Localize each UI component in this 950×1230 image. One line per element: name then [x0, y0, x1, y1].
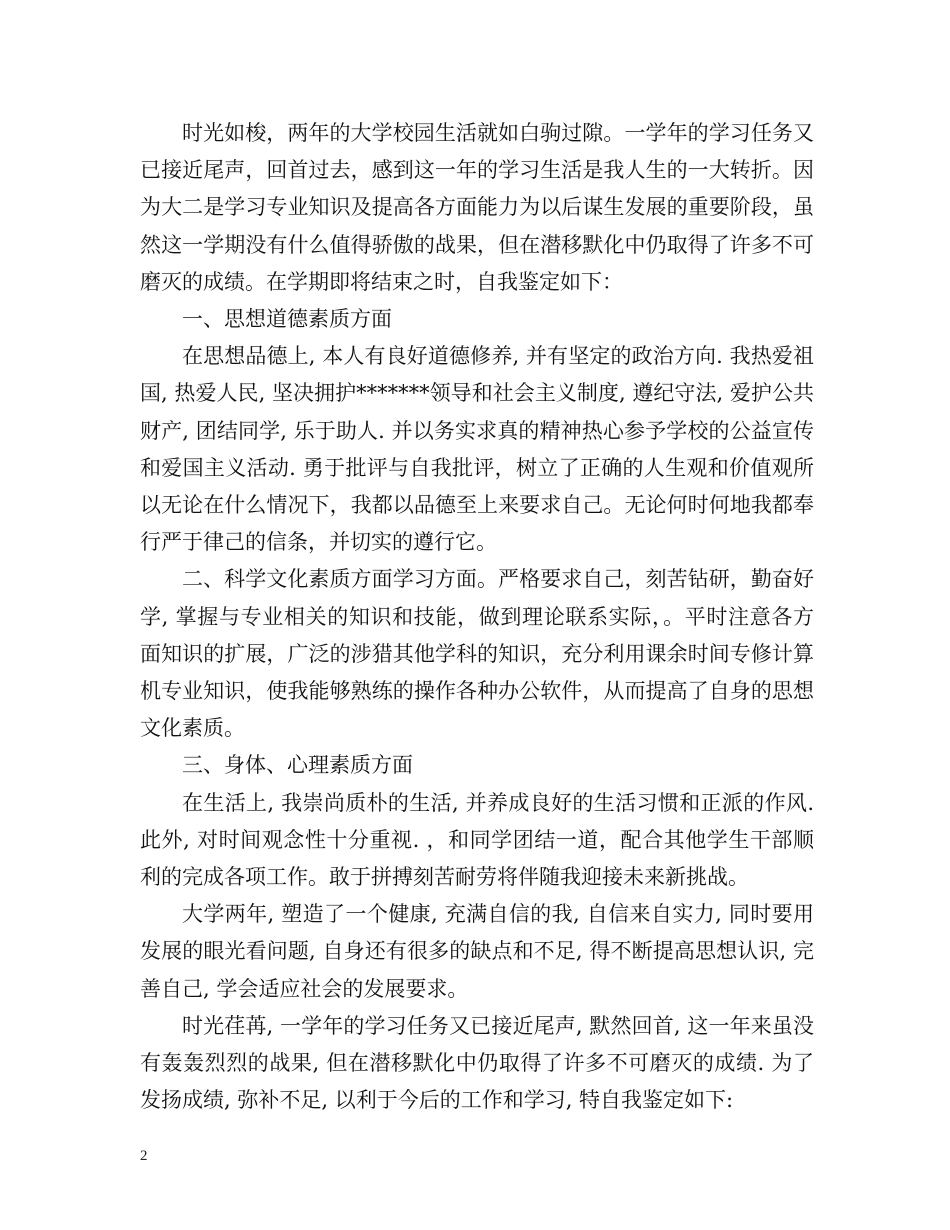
section-heading-physical-mental: 三、身体、心理素质方面: [182, 753, 413, 778]
section-heading-moral: 一、思想道德素质方面: [182, 307, 392, 332]
paragraph-moral: 在思想品德上, 本人有良好道德修养, 并有坚定的政治方向. 我热爱祖国, 热爱人民, 坚决拥护*******领导和社会主义制度, 遵纪守法, 爱护公共财产, 团结同学, 乐于助人. 并以务实求真的精神热心参予学校的公益宣传和爱国主义活动. 勇于批评与自我批评，树立了正确的人生观和价值观所以无论在什么情况下，我都以品德至上来要求自己。无论何时何地我都奉行严于律己的信条，并切实的遵行它。: [140, 344, 814, 555]
paragraph-closing: 时光荏苒, 一学年的学习任务又已接近尾声, 默然回首, 这一年来虽没有轰轰烈烈的战果, 但在潜移默化中仍取得了许多不可磨灭的成绩. 为了发扬成绩, 弥补不足, 以利于今后的工作和学习, 特自我鉴定如下:: [140, 1013, 814, 1113]
paragraph-science-culture: 二、科学文化素质方面学习方面。严格要求自己，刻苦钻研，勤奋好学, 掌握与专业相关的知识和技能，做到理论联系实际，。平时注意各方面知识的扩展，广泛的涉猎其他学科的知识，充分利用课余时间专修计算机专业知识，使我能够熟练的操作各种办公软件，从而提高了自身的思想文化素质。: [140, 567, 814, 741]
paragraph-life: 在生活上, 我崇尚质朴的生活, 并养成良好的生活习惯和正派的作风. 此外, 对时间观念性十分重视. ，和同学团结一道，配合其他学生干部顺利的完成各项工作。敢于拼搏刻苦耐劳将伴随我迎接未来新挑战。: [140, 790, 814, 890]
paragraph-two-years: 大学两年, 塑造了一个健康, 充满自信的我, 自信来自实力, 同时要用发展的眼光看问题, 自身还有很多的缺点和不足, 得不断提高思想认识, 完善自己, 学会适应社会的发展要求。: [140, 902, 814, 1001]
page-number: 2: [140, 1148, 148, 1164]
document-body: [140, 115, 814, 1119]
paragraph-intro: 时光如梭，两年的大学校园生活就如白驹过隙。一学年的学习任务又已接近尾声，回首过去，感到这一年的学习生活是我人生的一大转折。因为大二是学习专业知识及提高各方面能力为以后谋生发展的重要阶段，虽然这一学期没有什么值得骄傲的战果，但在潜移默化中仍取得了许多不可磨灭的成绩。在学期即将结束之时，自我鉴定如下：: [140, 121, 814, 294]
